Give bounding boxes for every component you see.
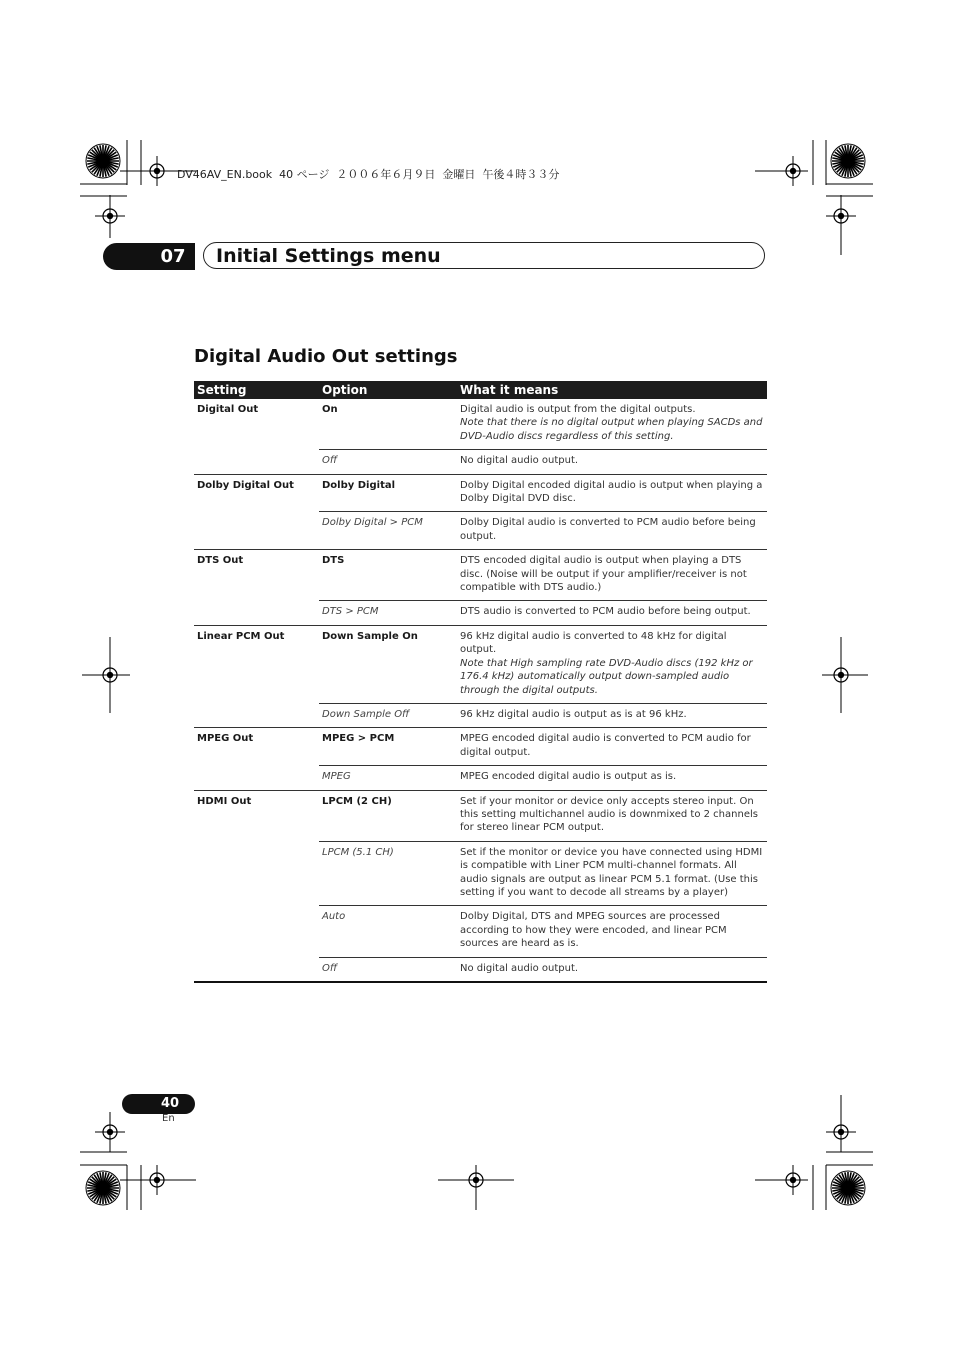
option-value: Auto <box>319 906 457 957</box>
option-description <box>457 399 767 450</box>
description-note: Note that High sampling rate DVD-Audio discs (192 kHz or 176.4 kHz) automatically output down-sampled audio through the digital outputs. <box>460 657 753 696</box>
option-value: Dolby Digital <box>319 474 457 512</box>
table-row <box>194 728 767 766</box>
option-value: LPCM (2 CH) <box>319 790 457 841</box>
option-description <box>457 703 767 727</box>
table-row <box>194 625 767 703</box>
option-description <box>457 512 767 550</box>
option-description <box>457 450 767 474</box>
option-value: Down Sample Off <box>319 703 457 727</box>
section-title: Digital Audio Out settings <box>194 346 458 367</box>
description-text: Dolby Digital audio is converted to PCM audio before being output. <box>460 517 756 542</box>
table-row <box>194 399 767 450</box>
option-description <box>457 841 767 906</box>
description-text: Set if your monitor or device only accepts stereo input. On this setting multichannel audio is downmixed to 2 channels for stereo linear PCM output. <box>460 795 758 834</box>
setting-name: Linear PCM Out <box>194 625 319 727</box>
table-row <box>194 474 767 512</box>
setting-name: Dolby Digital Out <box>194 474 319 550</box>
option-value: Down Sample On <box>319 625 457 703</box>
description-text: Dolby Digital encoded digital audio is output when playing a Dolby Digital DVD disc. <box>460 479 763 505</box>
option-value: DTS > PCM <box>319 601 457 625</box>
table-row <box>194 790 767 841</box>
settings-table <box>194 381 767 983</box>
table-row <box>194 550 767 601</box>
table-body <box>194 399 767 982</box>
option-description <box>457 728 767 766</box>
option-value: Off <box>319 450 457 474</box>
header-setting: Setting <box>194 381 319 399</box>
description-text: Set if the monitor or device you have connected using HDMI is compatible with Liner PCM multi-channel formats. All audio signals are output as linear PCM 5.1 format. (Use this setting if you want to decode all streams by a player) <box>460 846 763 898</box>
description-text: DTS audio is converted to PCM audio before being output. <box>460 606 751 618</box>
option-value: DTS <box>319 550 457 601</box>
option-description <box>457 906 767 957</box>
option-value: Dolby Digital > PCM <box>319 512 457 550</box>
description-text: No digital audio output. <box>460 962 579 974</box>
header-option: Option <box>319 381 457 399</box>
option-description <box>457 550 767 601</box>
description-text: Dolby Digital, DTS and MPEG sources are processed according to how they were encoded, and linear PCM sources are heard as is. <box>460 911 727 950</box>
description-text: 96 kHz digital audio is output as is at 96 kHz. <box>460 708 687 720</box>
option-description <box>457 766 767 790</box>
option-description <box>457 625 767 703</box>
option-value: MPEG <box>319 766 457 790</box>
page-number: 40 <box>160 1096 180 1111</box>
option-description <box>457 790 767 841</box>
description-text: MPEG encoded digital audio is output as is. <box>460 771 677 783</box>
chapter-title: Initial Settings menu <box>216 245 441 267</box>
description-text: No digital audio output. <box>460 455 579 467</box>
header-meaning: What it means <box>457 381 767 399</box>
description-note: Note that there is no digital output when playing SACDs and DVD-Audio discs regardless of this setting. <box>460 417 763 442</box>
table-header-row <box>194 381 767 399</box>
page-language: En <box>162 1113 175 1124</box>
option-value: MPEG > PCM <box>319 728 457 766</box>
description-text: MPEG encoded digital audio is converted to PCM audio for digital output. <box>460 733 751 758</box>
chapter-number: 07 <box>160 246 186 267</box>
description-text: Digital audio is output from the digital outputs. <box>460 404 696 415</box>
option-value: On <box>319 399 457 450</box>
setting-name: DTS Out <box>194 550 319 626</box>
setting-name: HDMI Out <box>194 790 319 982</box>
option-description <box>457 957 767 982</box>
description-text: 96 kHz digital audio is converted to 48 kHz for digital output. <box>460 630 727 656</box>
description-text: DTS encoded digital audio is output when playing a DTS disc. (Noise will be output if your amplifier/receiver is not compatible with DTS audio.) <box>460 555 747 594</box>
setting-name: Digital Out <box>194 399 319 474</box>
option-value: Off <box>319 957 457 982</box>
option-value: LPCM (5.1 CH) <box>319 841 457 906</box>
option-description <box>457 474 767 512</box>
print-header: DV46AV_EN.book 40 ページ ２００６年６月９日 金曜日 午後４時３３分 <box>177 168 560 181</box>
setting-name: MPEG Out <box>194 728 319 790</box>
option-description <box>457 601 767 625</box>
